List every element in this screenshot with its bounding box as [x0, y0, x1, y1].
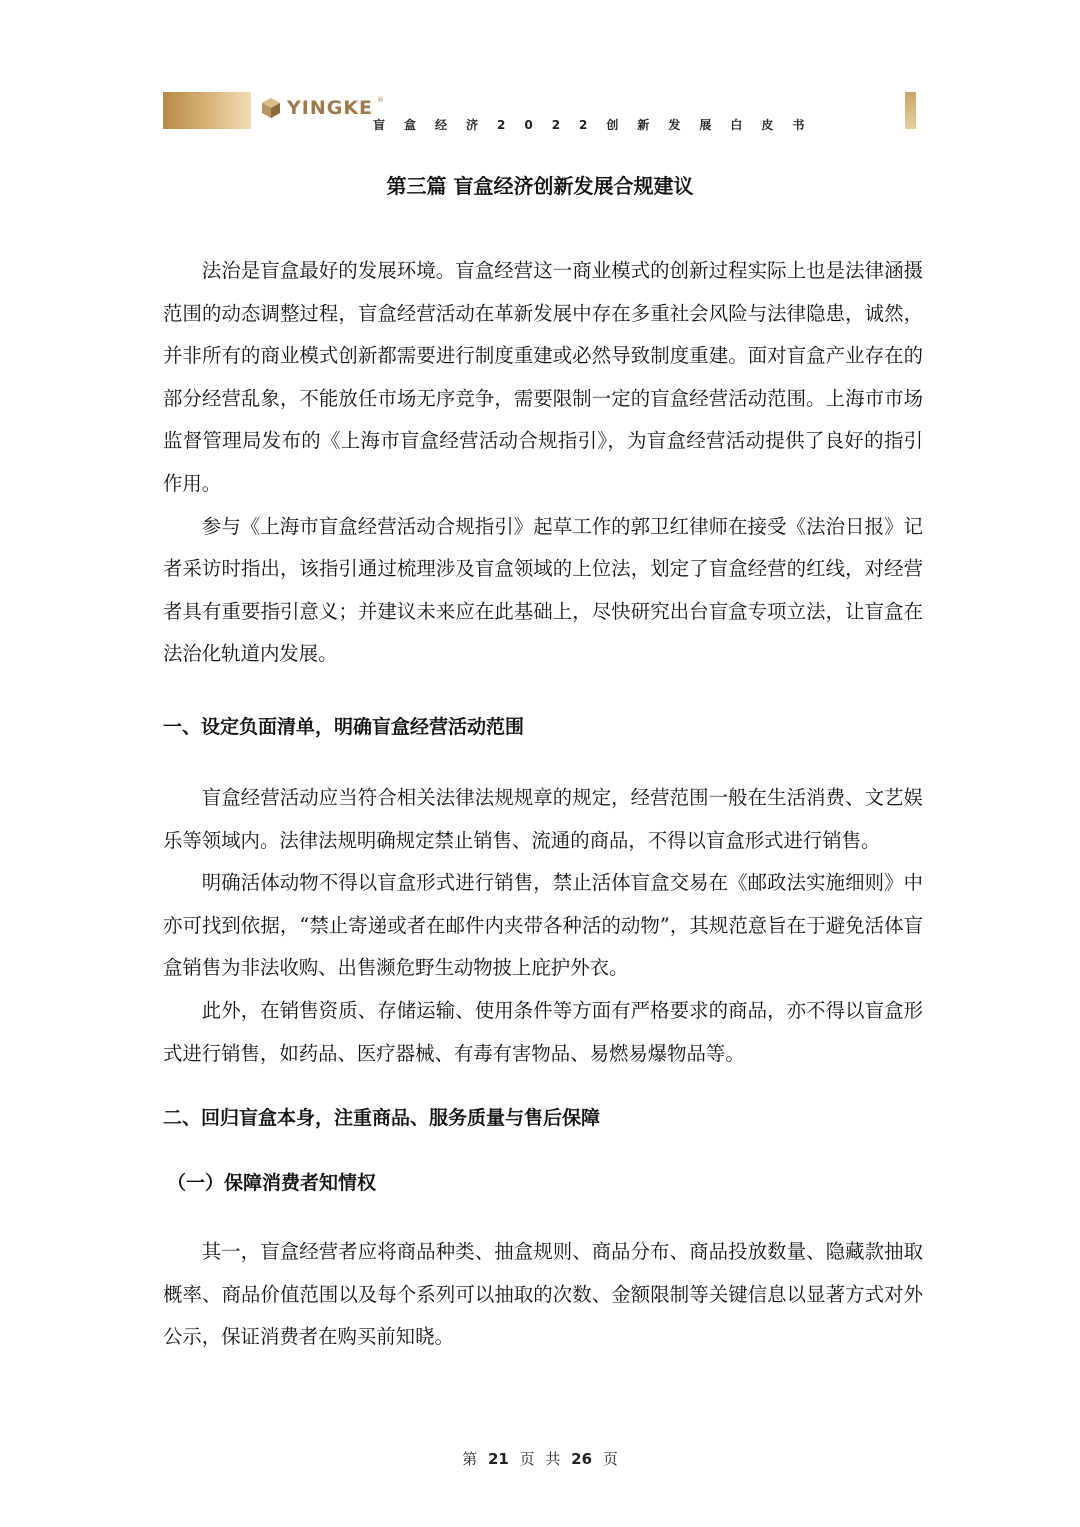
page-content — [163, 250, 923, 1359]
page-number: 21 — [487, 1450, 509, 1468]
footer-suffix: 页 — [602, 1450, 618, 1468]
running-header-title: 盲盒经济2022创新发展白皮书 — [373, 118, 824, 132]
sub-heading-1: （一）保障消费者知情权 — [167, 1172, 377, 1195]
footer-prefix: 第 — [462, 1450, 478, 1468]
section1-paragraph-1: 盲盒经营活动应当符合相关法律法规规章的规定，经营范围一般在生活消费、文艺娱乐等领域内。法律法规明确规定禁止销售、流通的商品，不得以盲盒形式进行销售。 — [163, 785, 923, 852]
section1-paragraph-2: 明确活体动物不得以盲盒形式进行销售，禁止活体盲盒交易在《邮政法实施细则》中亦可找到依据，“禁止寄递或者在邮件内夹带各种活的动物”，其规范意旨在于避免活体盲盒销售为非法收购、出售濒危野生动物披上庇护外衣。 — [163, 871, 923, 980]
header-gold-bar — [905, 92, 916, 129]
footer-middle: 页 共 — [519, 1450, 561, 1468]
total-pages: 26 — [571, 1450, 593, 1468]
section-heading-1: 一、设定负面清单，明确盲盒经营活动范围 — [163, 715, 525, 738]
page-header — [163, 92, 918, 132]
page-footer — [0, 1448, 1080, 1469]
registered-mark: ® — [377, 96, 385, 104]
yingke-logo-icon — [259, 96, 283, 120]
section-heading-2: 二、回归盲盒本身，注重商品、服务质量与售后保障 — [163, 1107, 601, 1130]
chapter-title: 第三篇 盲盒经济创新发展合规建议 — [386, 174, 694, 198]
section1-paragraph-3: 此外，在销售资质、存储运输、使用条件等方面有严格要求的商品，亦不得以盲盒形式进行销售，如药品、医疗器械、有毒有害物品、易燃易爆物品等。 — [163, 998, 923, 1065]
intro-paragraph-2: 参与《上海市盲盒经营活动合规指引》起草工作的郭卫红律师在接受《法治日报》记者采访时指出，该指引通过梳理涉及盲盒领域的上位法，划定了盲盒经营的红线，对经营者具有重要指引意义；并建议未来应在此基础上，尽快研究出台盲盒专项立法，让盲盒在法治化轨道内发展。 — [163, 514, 923, 666]
section2-paragraph-1: 其一，盲盒经营者应将商品种类、抽盒规则、商品分布、商品投放数量、隐藏款抽取概率、商品价值范围以及每个系列可以抽取的次数、金额限制等关键信息以显著方式对外公示，保证消费者在购买前知晓。 — [163, 1240, 923, 1349]
brand-logo — [259, 95, 384, 121]
header-gold-band — [163, 92, 251, 129]
brand-name: YINGKE — [287, 97, 374, 119]
intro-paragraph-1: 法治是盲盒最好的发展环境。盲盒经营这一商业模式的创新过程实际上也是法律涵摄范围的动态调整过程，盲盒经营活动在革新发展中存在多重社会风险与法律隐患，诚然，并非所有的商业模式创新都需要进行制度重建或必然导致制度重建。面对盲盒产业存在的部分经营乱象，不能放任市场无序竞争，需要限制一定的盲盒经营活动范围。上海市市场监督管理局发布的《上海市盲盒经营活动合规指引》，为盲盒经营活动提供了良好的指引作用。 — [163, 259, 923, 495]
